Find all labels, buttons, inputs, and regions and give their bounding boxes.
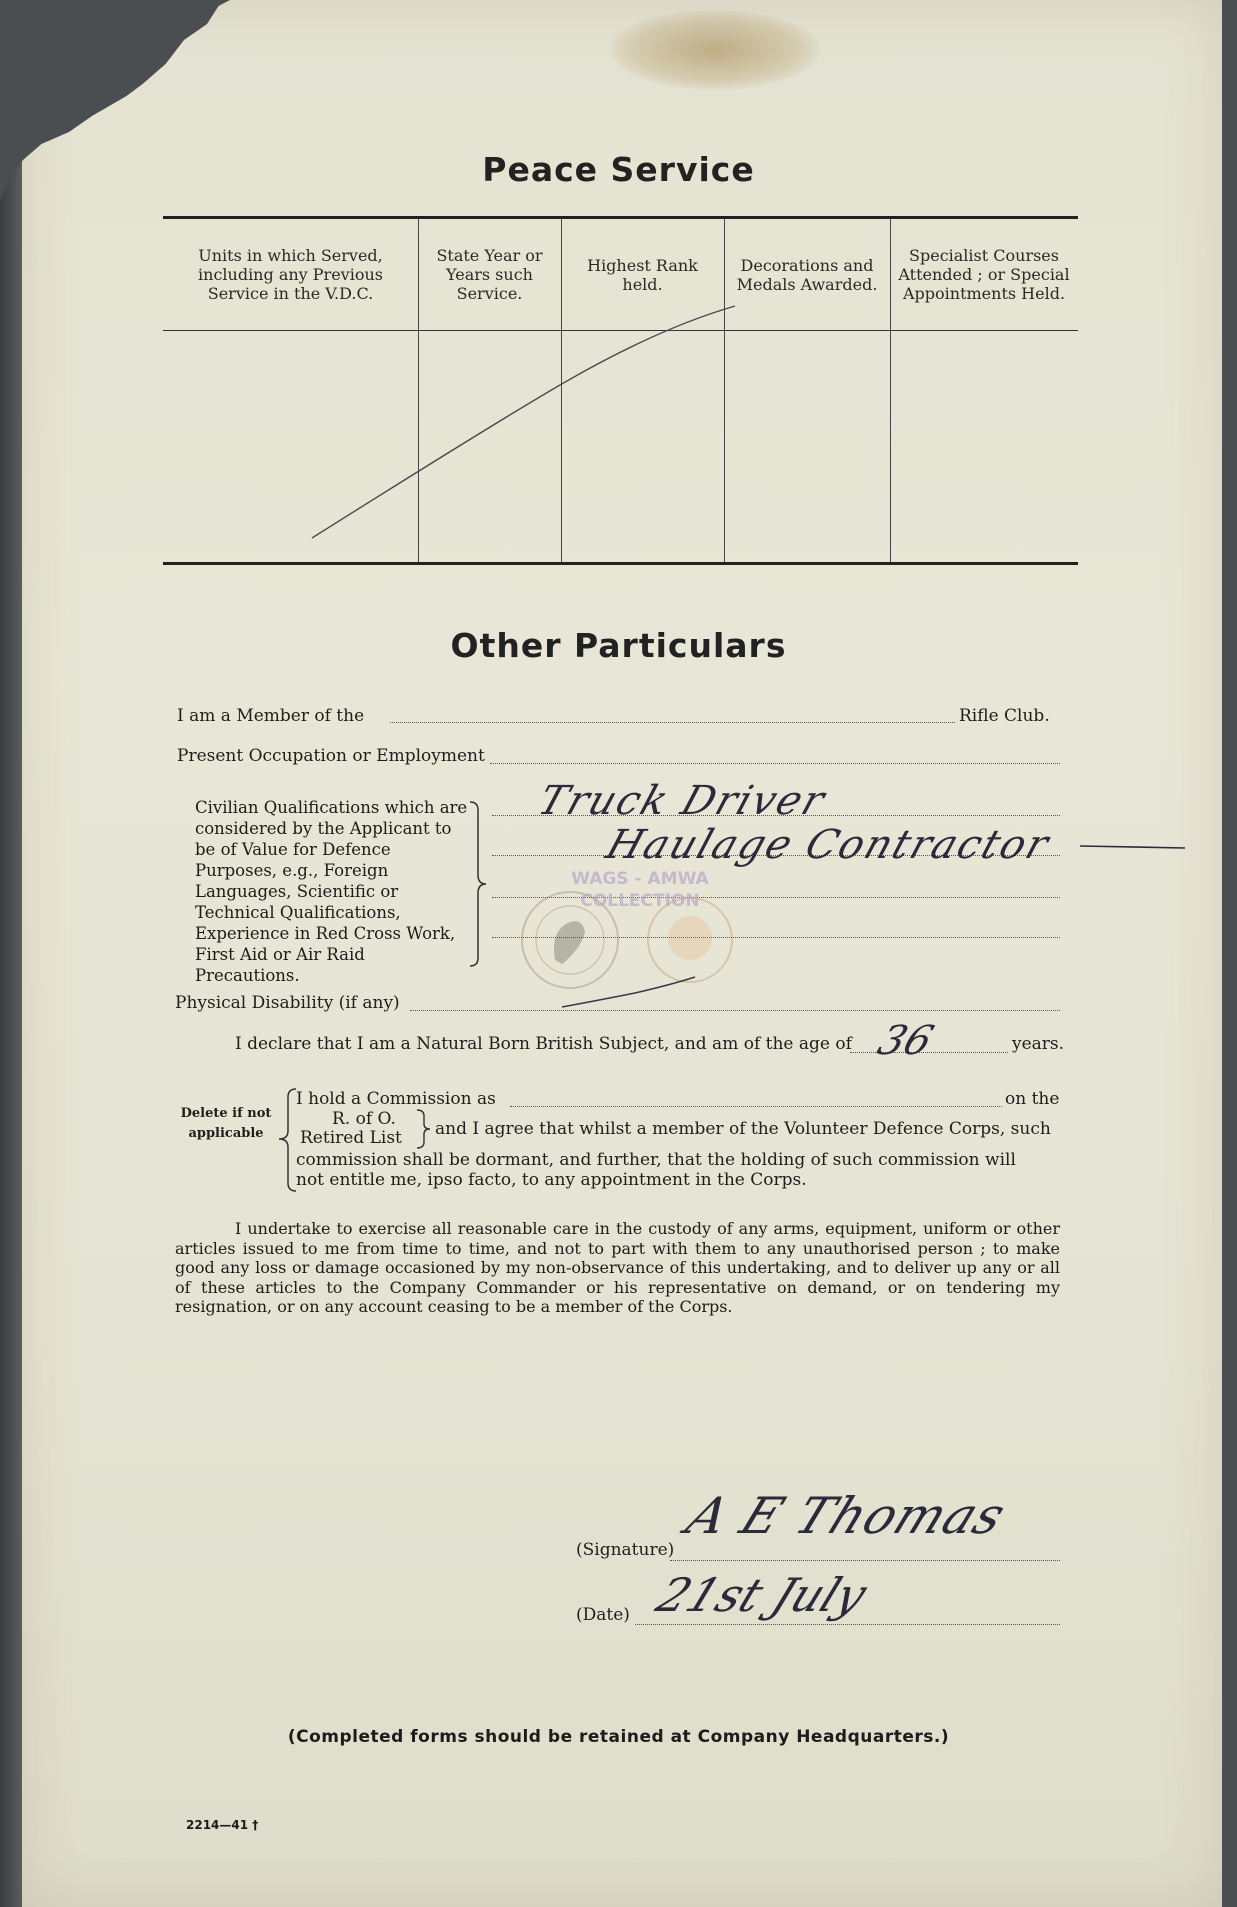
column-courses xyxy=(890,219,1078,562)
column-header: Highest Rank held. xyxy=(561,219,724,331)
date-field[interactable] xyxy=(635,1624,1060,1625)
commission-field[interactable] xyxy=(510,1106,1002,1107)
ro-label: R. of O. xyxy=(332,1109,396,1129)
column-rank xyxy=(561,219,725,562)
occupation-label: Present Occupation or Employment xyxy=(177,746,485,766)
column-years xyxy=(418,219,562,562)
commission-suffix: on the xyxy=(1005,1089,1060,1109)
declare-label: I declare that I am a Natural Born British Subject, and am of the age of xyxy=(235,1034,852,1054)
paper-stain xyxy=(610,10,820,90)
peace-service-table xyxy=(163,216,1078,565)
other-particulars-title: Other Particulars xyxy=(450,626,787,665)
form-number: 2214—41 † xyxy=(186,1818,259,1832)
qualification-value-2: Haulage Contractor xyxy=(600,822,1056,868)
column-header: State Year or Years such Service. xyxy=(418,219,561,331)
member-suffix: Rifle Club. xyxy=(959,706,1050,726)
retired-list-label: Retired List xyxy=(300,1128,402,1148)
disability-label: Physical Disability (if any) xyxy=(175,993,400,1013)
declare-suffix: years. xyxy=(1012,1034,1065,1054)
age-value: 36 xyxy=(871,1018,940,1064)
signature-value: A E Thomas xyxy=(678,1487,1015,1545)
commission-text-3: not entitle me, ipso facto, to any appointment in the Corps. xyxy=(296,1170,807,1190)
column-header: Decorations and Medals Awarded. xyxy=(724,219,890,331)
signature-label: (Signature) xyxy=(576,1540,675,1560)
commission-text-2: commission shall be dormant, and further, that the holding of such commission will xyxy=(296,1150,1016,1170)
signature-field[interactable] xyxy=(670,1560,1060,1561)
footer-note: (Completed forms should be retained at Company Headquarters.) xyxy=(287,1727,950,1747)
watermark-text: WAGS - AMWA COLLECTION xyxy=(571,869,709,911)
disability-field[interactable] xyxy=(410,1010,1060,1011)
date-value: 21st July xyxy=(649,1568,875,1622)
qualification-value-1: Truck Driver xyxy=(532,778,832,824)
commission-text-1: and I agree that whilst a member of the Volunteer Defence Corps, such xyxy=(435,1119,1051,1139)
delete-note: Delete if not applicable xyxy=(180,1106,272,1141)
page-edge xyxy=(0,0,22,1907)
column-header: Units in which Served, including any Previous Service in the V.D.C. xyxy=(163,219,418,331)
occupation-field[interactable] xyxy=(490,763,1060,764)
member-field[interactable] xyxy=(390,722,955,723)
member-label: I am a Member of the xyxy=(177,706,365,726)
age-field[interactable] xyxy=(850,1052,1008,1053)
date-label: (Date) xyxy=(576,1605,630,1625)
column-header: Specialist Courses Attended ; or Special Appointments Held. xyxy=(890,219,1078,331)
qualifications-label: Civilian Qualifications which are considered by the Applicant to be of Value for Defence Purposes, e.g., Foreign Languages, Scientific or Technical Qualifications, Experience in Red Cross Work, First Aid or Air Raid Precautions. xyxy=(195,798,468,985)
peace-service-title: Peace Service xyxy=(482,150,755,189)
commission-label: I hold a Commission as xyxy=(296,1089,496,1109)
column-units xyxy=(163,219,419,562)
undertaking-paragraph: I undertake to exercise all reasonable care in the custody of any arms, equipment, uniform or other articles issued to me from time to time, and not to part with them to any unauthorised person ; to make good any loss or damage occasioned by my non-observance of this undertaking, and to deliver up any or all of these articles to the Company Commander or his representative on demand, or on tendering my resignation, or on any account ceasing to be a member of the Corps. xyxy=(175,1219,1060,1316)
column-decorations xyxy=(724,219,891,562)
